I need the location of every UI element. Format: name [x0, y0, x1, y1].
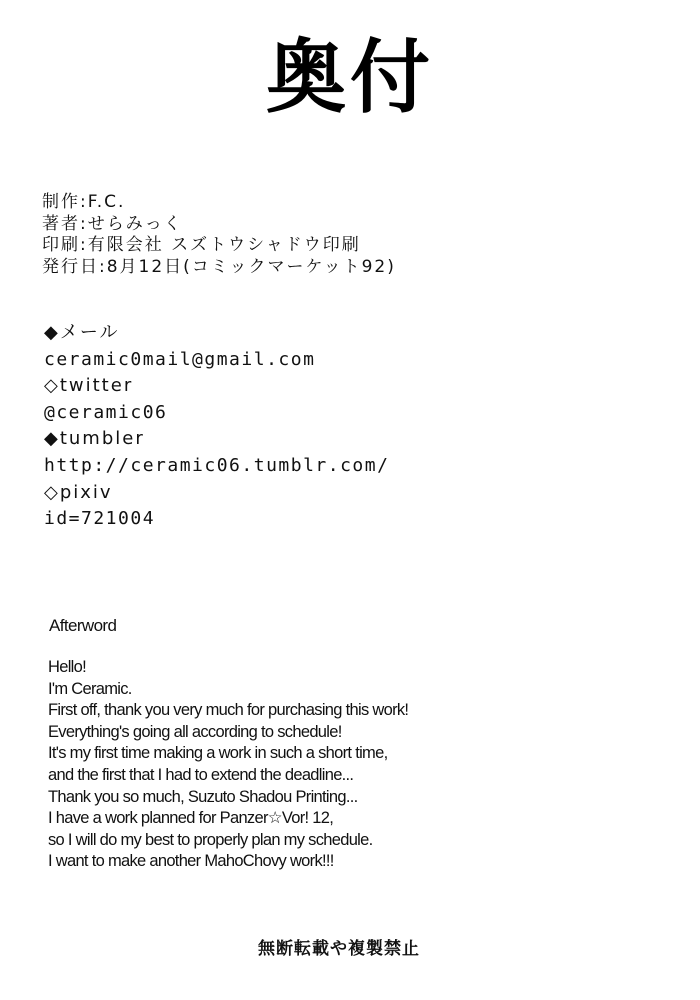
contacts-block: [44, 320, 389, 533]
footer: [0, 936, 664, 962]
credit-publish-date: 発行日:8月12日(コミックマーケット92): [42, 256, 396, 277]
afterword-line: I want to make another MahoChovy work!!!: [48, 852, 334, 871]
afterword-line: and the first that I had to extend the deadline...: [48, 765, 354, 784]
tumbler-url: http://ceramic06.tumblr.com/: [44, 454, 390, 476]
mail-address: ceramic0mail@gmail.com: [44, 348, 316, 370]
twitter-handle: @ceramic06: [44, 401, 168, 423]
copyright-notice: 無断転載や複製禁止: [258, 939, 420, 959]
afterword-body: [48, 657, 408, 873]
pixiv-heading: ◇pixiv: [44, 481, 113, 503]
afterword-line: I'm Ceramic.: [48, 679, 132, 698]
afterword-line: Thank you so much, Suzuto Shadou Printing...: [48, 787, 358, 806]
afterword-title: Afterword: [49, 616, 117, 635]
afterword-line: so I will do my best to properly plan my schedule.: [48, 830, 373, 849]
afterword-line: Hello!: [48, 658, 86, 676]
tumbler-heading: ◆tumbler: [44, 428, 145, 450]
credit-author: 著者:せらみっく: [42, 213, 183, 234]
afterword-line: I have a work planned for Panzer☆Vor! 12,: [48, 809, 334, 828]
mail-heading: ◆メール: [44, 322, 120, 343]
afterword-line: It's my first time making a work in such a short time,: [48, 744, 388, 763]
twitter-heading: ◇twitter: [44, 375, 134, 397]
afterword-line: First off, thank you very much for purchasing this work!: [48, 701, 409, 720]
afterword-line: Everything's going all according to schedule!: [48, 722, 342, 741]
credits-block: [42, 192, 396, 278]
credit-production: 制作:F.C.: [42, 192, 126, 212]
pixiv-id: id=721004: [44, 508, 156, 530]
credit-printing: 印刷:有限会社 スズトウシャドウ印刷: [42, 235, 361, 255]
page-title: 奥付: [266, 31, 434, 124]
